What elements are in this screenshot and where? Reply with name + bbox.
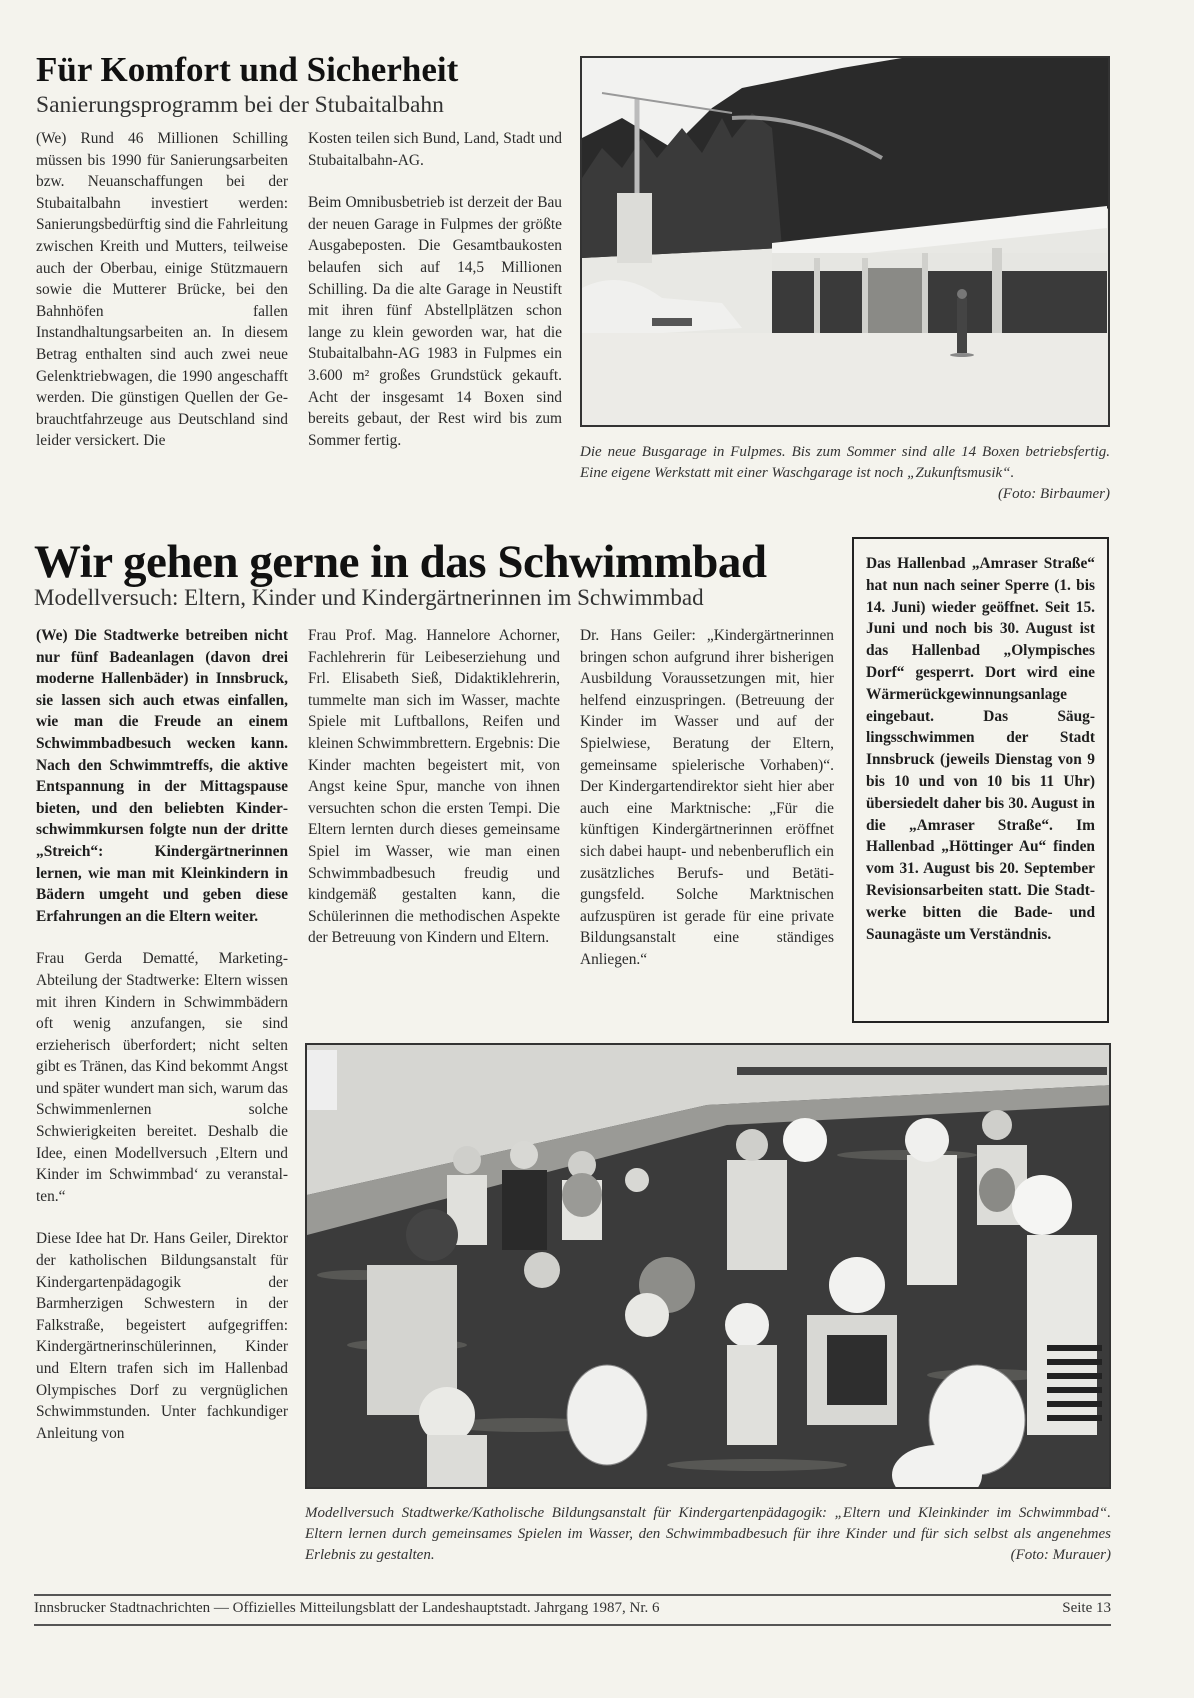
- footer-rule-top: [34, 1594, 1111, 1596]
- article1-body-costs: Kosten teilen sich Bund, Land, Stadt und Stubaitalbahn-AG.: [308, 130, 562, 169]
- article2-column-2: [308, 625, 560, 949]
- article1-body-text: (We) Rund 46 Millionen Schilling müssen bis 1990 für Sanierungsarbeiten bzw. Neuanschaffungen bei der Stubaitalbahn investiert werden: Sanierungsbedürftig sind die Fahrleitung zwischen Kreith und Mutters, teilweise auch der Oberbau, einige Stützmauern sowie die Mutterer Brücke, bei den Bahnhöfen fallen Instandhaltungsarbeiten an. In diesem Betrag enthalten sind auch zwei neue Gelenktriebwagen, die 1990 angeschafft werden. Die günstigen Quellen der Gebrauchtfahrzeuge aus Deutschland sind leider versickert. Die: [36, 130, 288, 450]
- subheadline-modellversuch: Modellversuch: Eltern, Kinder und Kindergärtnerinnen im Schwimmbad: [34, 585, 704, 610]
- article2-lead: (We) Die Stadtwerke betreiben nicht nur fünf Badeanlagen (davon drei moderne Hallenbäder) in Innsbruck, sie lassen sich auch etwas einfallen, wie man die Freude an einem Schwimmbadbesuch wecken kann. Nach den Schwimmtreffs, die aktive Entspannung in der Mittagspause bieten, und den beliebten Kinderschwimmkursen folgte nun der dritte „Streich“: Kindergärtnerinnen lernen, wie man mit Kleinkindern in Bädern umgeht und geben diese Erfahrungen an die Eltern weiter.: [36, 627, 288, 925]
- photo-credit: (Foto: Murauer): [1010, 1547, 1111, 1563]
- caption-text: Modellversuch Stadtwerke/Katholische Bildungsanstalt für Kindergartenpädagogik: „Eltern und Kleinkinder im Schwimmbad“. Eltern lernen durch gemeinsames Spielen im Wasser, den Schwimmbadbesuch für ihre Kinder und für sich selbst als angenehmes Erlebnis zu gestalten.: [305, 1505, 1111, 1563]
- article2-body-dematte: Frau Gerda Dematté, Marketing-Abteilung der Stadtwerke: Eltern wissen mit ihren Kindern in Schwimmbädern oft wenig anzufangen, sie sind erzieherisch überfordert; nicht selten gibt es Tränen, das Kind bekommt Angst und später wundert man sich, warum das Schwimmenlernen solche Schwierigkeiten bereitet. Deshalb die Idee, einen Modellversuch ‚Eltern und Kinder im Schwimmbad‘ zu veranstalten.“: [36, 950, 288, 1205]
- article2-column-1: [36, 625, 288, 1444]
- schwimmbad-photo-image: [307, 1045, 1111, 1489]
- caption-text: Die neue Busgarage in Fulpmes. Bis zum Sommer sind alle 14 Boxen betriebsfertig. Eine eigene Werkstatt mit einer Waschgarage ist noch „Zukunftsmusik“.: [580, 444, 1110, 481]
- article2-body-quote: Dr. Hans Geiler: „Kindergärtnerinnen bringen schon aufgrund ihrer bisherigen Ausbildung Voraussetzungen mit, hier helfend einzuspringen. (Betreuung der Kinder im Wasser und auf der Spielwiese, Beratung der Eltern, gemeinsame spielerische Vorhaben)“. Der Kindergartendirektor sieht hier aber auch eine Marktnische: „Für die künftigen Kindergärtnerinnen eröffnet sich dabei haupt- und nebenberuflich ein zusätzliches Berufs- und Betätigungsfeld. Solche Marktnischen aufzuspüren ist gerade für eine private Bildungsanstalt eine ständiges Anliegen.“: [580, 627, 834, 968]
- photo-schwimmbad: [305, 1043, 1111, 1489]
- busgarage-photo-image: [582, 58, 1110, 427]
- article1-body-omnibus: Beim Omnibusbetrieb ist derzeit der Bau der neuen Garage in Fulpmes der größte Ausgabeposten. Die Gesamtbaukosten belaufen sich auf 14,5 Millionen Schilling. Da die alte Garage in Neustift mit ihren fünf Abstellplätzen schon lange zu klein geworden war, hat die Stubaitalbahn-AG 1983 in Fulpmes ein 3.600 m² großes Grundstück gekauft. Acht der insgesamt 14 Boxen sind bereits gebaut, der Rest wird bis zum Sommer fertig.: [308, 194, 562, 449]
- footer-page-number: Seite 13: [1062, 1600, 1111, 1616]
- article1-photo-caption: [580, 442, 1110, 505]
- article2-body-geiler: Diese Idee hat Dr. Hans Geiler, Direktor der katholischen Bildungsanstalt für Kindergartenpädagogik der Barmherzigen Schwestern in der Falkstraße, begeistert aufgegriffen: Kindergärtnerinschülerinnen, Kinder und Eltern trafen sich im Hallenbad Olympisches Dorf zu vergnüglichen Schwimmstunden. Unter fachkundiger Anleitung von: [36, 1230, 288, 1442]
- footer-publication: Innsbrucker Stadtnachrichten — Offizielles Mitteilungsblatt der Landeshauptstadt. Jahrgang 1987, Nr. 6: [34, 1600, 660, 1616]
- article2-photo-caption: [305, 1503, 1111, 1566]
- article1-column-1: [36, 128, 288, 452]
- infobox-hallenbad-notice: [852, 537, 1109, 1023]
- headline-schwimmbad: Wir gehen gerne in das Schwimmbad: [34, 536, 767, 588]
- photo-credit: (Foto: Birbaumer): [997, 486, 1110, 502]
- article1-column-2: [308, 128, 562, 451]
- photo-busgarage: [580, 56, 1110, 427]
- headline-komfort-sicherheit: Für Komfort und Sicherheit: [36, 50, 459, 89]
- infobox-text: Das Hallenbad „Amraser Straße“ hat nun nach seiner Sperre (1. bis 14. Juni) wieder geöffnet. Seit 15. Juni und noch bis 30. August ist das Hallenbad „Olympisches Dorf“ gesperrt. Dort wird eine Wärmerückgewinnungsanlage eingebaut. Das Säuglingsschwimmen der Stadt Innsbruck (jeweils Dienstag von 9 bis 10 und von 10 bis 11 Uhr) übersiedelt daher bis 30. August in die „Amraser Straße“. Im Hallenbad „Höttinger Au“ finden vom 31. August bis 20. September Revisionsarbeiten statt. Die Stadtwerke bitten die Bade- und Saunagäste um Verständnis.: [866, 555, 1095, 943]
- article2-body-achorner: Frau Prof. Mag. Hannelore Achorner, Fachlehrerin für Leibeserziehung und Frl. Elisabeth Sieß, Didaktiklehrerin, tummelte man sich im Wasser, machte Spiele mit Luftballons, Reifen und kleinen Schwimmbrettern. Ergebnis: Die Kinder machten begeistert mit, von Angst keine Spur, manche von ihnen versuchten schon die ersten Tempi. Die Eltern lernten durch dieses gemeinsame Spiel im Wasser, wie man einen Schwimmbadbesuch freudig und kindgemäß gestalten kann, die Schülerinnen die methodischen Aspekte der Betreuung von Kindern und Eltern.: [308, 627, 560, 947]
- article2-column-3: [580, 625, 834, 971]
- subheadline-stubaitalbahn: Sanierungsprogramm bei der Stubaitalbahn: [36, 92, 444, 118]
- footer-rule-bottom: [34, 1624, 1111, 1626]
